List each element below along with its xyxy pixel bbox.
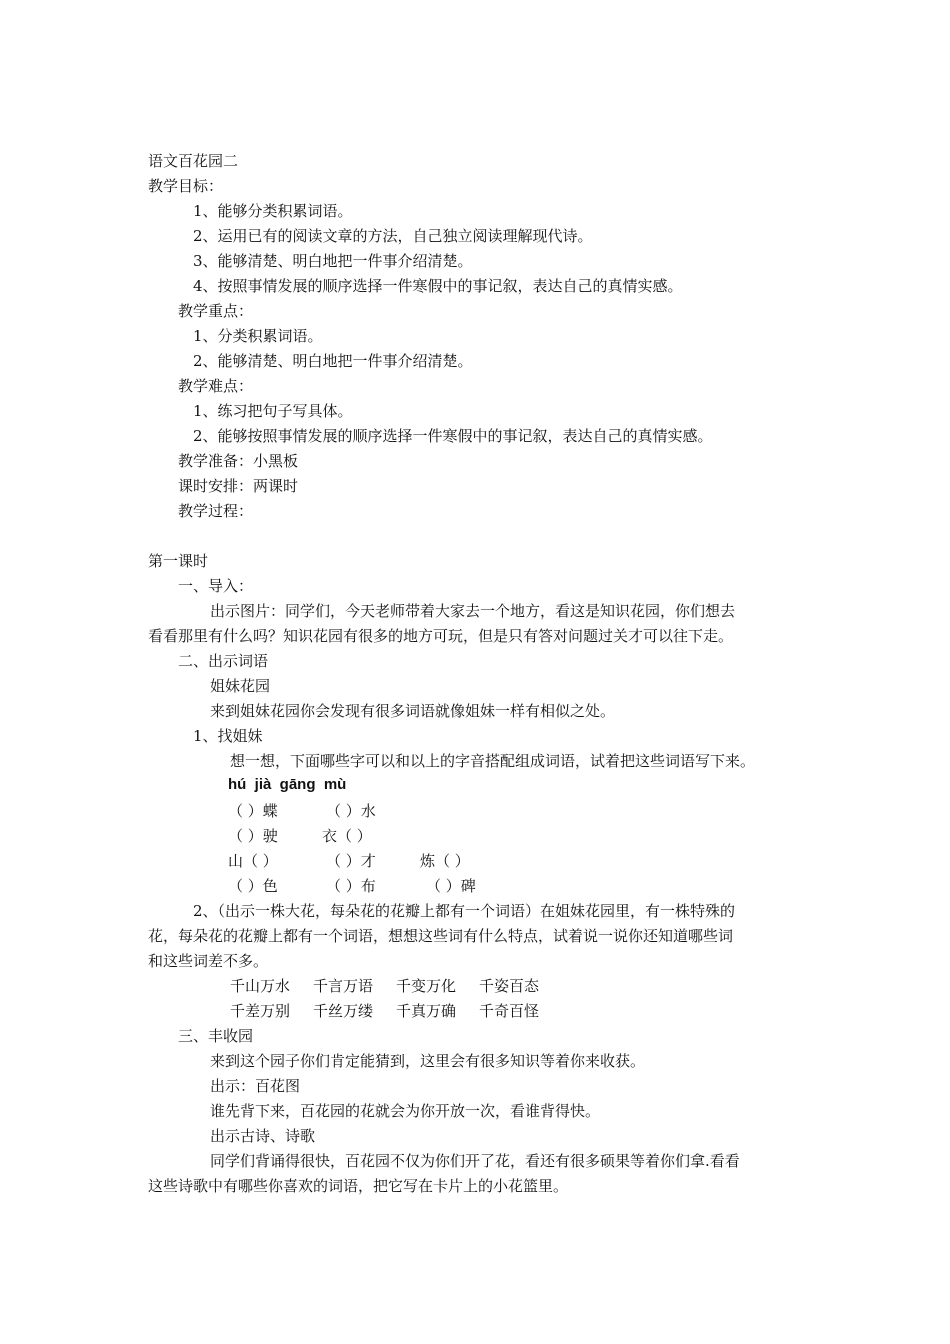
section-one-paragraph-line: 看看那里有什么吗？知识花园有很多的地方可玩，但是只有答对问题过关才可以往下走。 xyxy=(148,627,734,645)
lesson-one-heading: 第一课时 xyxy=(148,552,209,570)
idiom-item: 千姿百态 xyxy=(479,977,540,995)
difficulty-item: 1、练习把句子写具体。 xyxy=(193,402,353,420)
key-point-item: 2、能够清楚、明白地把一件事介绍清楚。 xyxy=(193,352,473,370)
fill-blank-item: （ ）布 xyxy=(326,877,376,895)
objectives-heading: 教学目标： xyxy=(148,177,224,195)
idiom-item: 千言万语 xyxy=(313,977,374,995)
objective-item: 2、运用已有的阅读文章的方法，自己独立阅读理解现代诗。 xyxy=(193,227,593,245)
fill-blank-item: （ ）碑 xyxy=(426,877,476,895)
idiom-item: 千山万水 xyxy=(230,977,291,995)
section-two-intro: 来到姐妹花园你会发现有很多词语就像姐妹一样有相似之处。 xyxy=(210,702,616,720)
fill-blank-item: 炼（ ） xyxy=(420,852,470,870)
key-point-item: 1、分类积累词语。 xyxy=(193,327,323,345)
task-two-line: 花，每朵花的花瓣上都有一个词语，想想这些词有什么特点，试着说一说你还知道哪些词 xyxy=(148,927,734,945)
fill-blank-item: 衣（ ） xyxy=(322,827,372,845)
section-three-line: 出示古诗、诗歌 xyxy=(210,1127,316,1145)
idiom-item: 千丝万缕 xyxy=(313,1002,374,1020)
schedule-line: 课时安排：两课时 xyxy=(178,477,299,495)
idiom-item: 千真万确 xyxy=(396,1002,457,1020)
fill-blank-item: （ ）蝶 xyxy=(228,802,278,820)
fill-blank-item: （ ）驶 xyxy=(228,827,278,845)
difficulties-heading: 教学难点： xyxy=(178,377,254,395)
section-two-subheading: 姐妹花园 xyxy=(210,677,271,695)
objective-item: 3、能够清楚、明白地把一件事介绍清楚。 xyxy=(193,252,473,270)
process-heading: 教学过程： xyxy=(178,502,254,520)
section-three-line: 谁先背下来，百花园的花就会为你开放一次，看谁背得快。 xyxy=(210,1102,601,1120)
pinyin-line: hú jià gāng mù xyxy=(228,776,347,793)
task-one-instructions: 想一想，下面哪些字可以和以上的字音搭配组成词语，试着把这些词语写下来。 xyxy=(230,752,756,770)
fill-blank-item: （ ）才 xyxy=(326,852,376,870)
section-three-heading: 三、丰收园 xyxy=(178,1027,254,1045)
task-one-heading: 1、找姐妹 xyxy=(193,727,263,745)
section-one-paragraph-line: 出示图片：同学们，今天老师带着大家去一个地方，看这是知识花园，你们想去 xyxy=(210,602,736,620)
key-points-heading: 教学重点： xyxy=(178,302,254,320)
objective-item: 4、按照事情发展的顺序选择一件寒假中的事记叙，表达自己的真情实感。 xyxy=(193,277,683,295)
fill-blank-item: 山（ ） xyxy=(228,852,278,870)
section-one-heading: 一、导入： xyxy=(178,577,254,595)
doc-title: 语文百花园二 xyxy=(148,152,239,170)
section-three-final-line: 同学们背诵得很快，百花园不仅为你们开了花，看还有很多硕果等着你们拿.看看 xyxy=(210,1152,740,1170)
fill-blank-item: （ ）水 xyxy=(326,802,376,820)
section-two-heading: 二、出示词语 xyxy=(178,652,269,670)
idiom-item: 千差万别 xyxy=(230,1002,291,1020)
fill-blank-item: （ ）色 xyxy=(228,877,278,895)
task-two-line: 2、（出示一株大花，每朵花的花瓣上都有一个词语）在姐妹花园里，有一株特殊的 xyxy=(193,902,736,920)
section-three-line: 出示：百花图 xyxy=(210,1077,301,1095)
preparation-line: 教学准备：小黑板 xyxy=(178,452,299,470)
idiom-item: 千变万化 xyxy=(396,977,457,995)
objective-item: 1、能够分类积累词语。 xyxy=(193,202,353,220)
task-two-line: 和这些词差不多。 xyxy=(148,952,269,970)
idiom-item: 千奇百怪 xyxy=(479,1002,540,1020)
difficulty-item: 2、能够按照事情发展的顺序选择一件寒假中的事记叙，表达自己的真情实感。 xyxy=(193,427,713,445)
section-three-final-line: 这些诗歌中有哪些你喜欢的词语，把它写在卡片上的小花篮里。 xyxy=(148,1177,569,1195)
section-three-line: 来到这个园子你们肯定能猜到，这里会有很多知识等着你来收获。 xyxy=(210,1052,646,1070)
